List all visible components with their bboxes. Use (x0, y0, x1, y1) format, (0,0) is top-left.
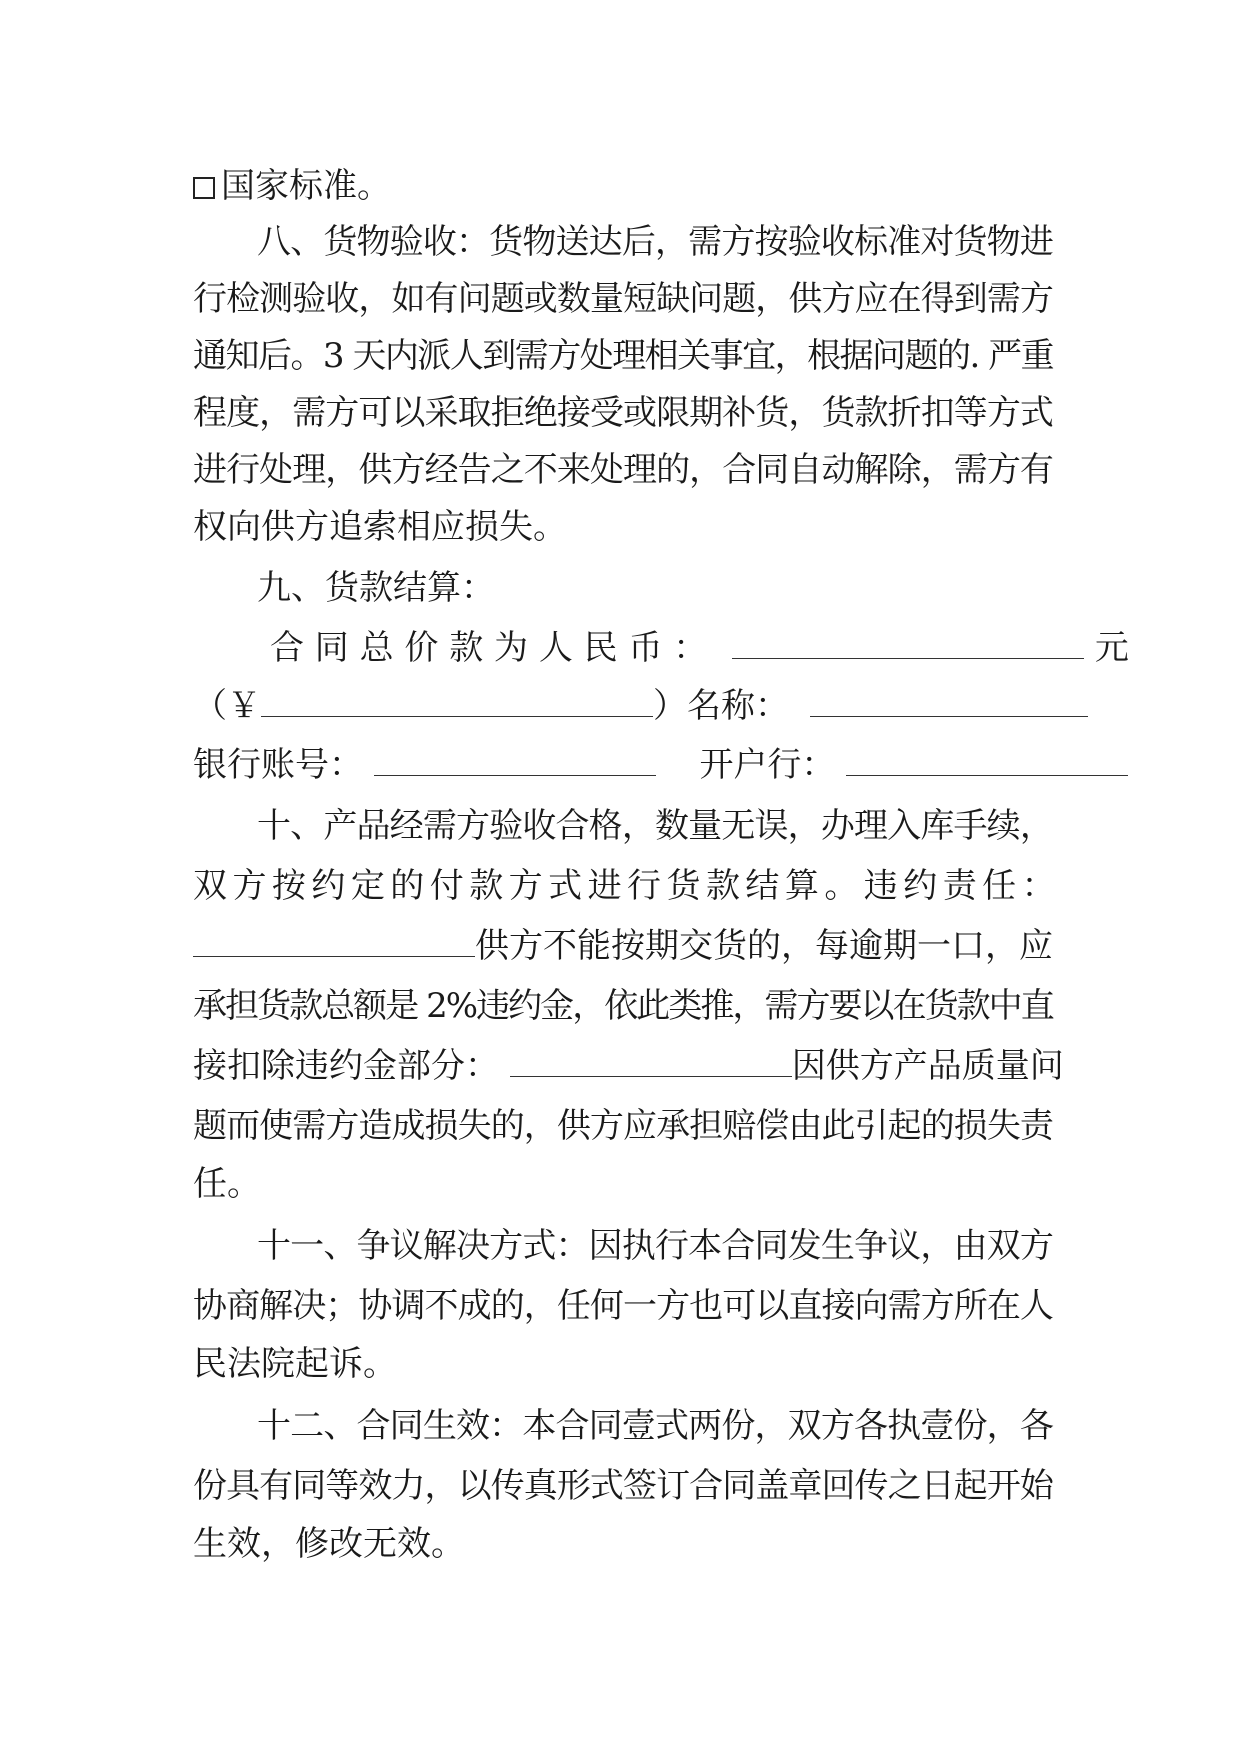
amount-name-row (193, 678, 1053, 734)
sec11-line-3: 民法院起诉。 (193, 1344, 397, 1384)
sec10-line-5-pre: 接扣除违约金部分： (193, 1046, 499, 1086)
sec11-line-1: 十一、争议解决方式：因执行本合同发生争议，由双方 (257, 1226, 1053, 1266)
sec9-heading: 九、货款结算： (257, 568, 495, 608)
standard-option-label: 国家标准。 (221, 166, 391, 206)
sec10-line-2: 双 方 按 约 定 的 付 款 方 式 进 行 货 款 结 算 。 违 约 责 任 ： (193, 866, 1053, 906)
sec12-line-2: 份具有同等效力，以传真形式签订合同盖章回传之日起开始 (193, 1466, 1053, 1506)
total-price-field[interactable] (732, 629, 1084, 659)
bank-account-label: 银行账号： (193, 745, 363, 785)
penalty-field[interactable] (193, 927, 475, 957)
amount-yen-field[interactable] (261, 687, 653, 717)
sec10-line-7: 任。 (193, 1164, 261, 1204)
sec10-line-4: 承担货款总额是 2%违约金，依此类推，需方要以在货款中直 (193, 986, 1053, 1026)
sec8-line-5: 进行处理，供方经告之不来处理的，合同自动解除，需方有 (193, 450, 1053, 490)
amount-paren-open: （￥ (193, 686, 261, 726)
sec10-line-1: 十、产品经需方验收合格，数量无误，办理入库手续， (257, 806, 1053, 846)
bank-name-label: 开户行： (699, 745, 836, 785)
name-label: ）名称： (653, 686, 789, 726)
sec8-line-3: 通知后。3 天内派人到需方处理相关事宜，根据问题的. 严重 (193, 336, 1054, 376)
standard-option (193, 158, 1053, 214)
deduction-field[interactable] (510, 1047, 792, 1077)
sec8-line-2: 行检测验收，如有问题或数量短缺问题，供方应在得到需方 (193, 279, 1053, 319)
sec10-line-5-post: 因供方产品质量问 (791, 1046, 1064, 1086)
sec10-line-3-text: 供方不能按期交货的，每逾期一口，应 (475, 926, 1053, 966)
sec11-line-2: 协商解决；协调不成的，任何一方也可以直接向需方所在人 (193, 1286, 1053, 1326)
name-field[interactable] (810, 687, 1088, 717)
total-price-unit: 元 (1094, 628, 1129, 668)
sec12-line-1: 十二、合同生效：本合同壹式两份，双方各执壹份，各 (257, 1406, 1053, 1446)
bank-account-field[interactable] (374, 746, 656, 776)
sec8-line-6: 权向供方追索相应损失。 (193, 507, 567, 547)
sec10-line-5 (193, 1038, 1064, 1094)
sec10-line-6: 题而使需方造成损失的，供方应承担赔偿由此引起的损失责 (193, 1106, 1053, 1146)
sec10-line-3 (193, 918, 1053, 974)
sec8-line-1: 八、货物验收：货物送达后，需方按验收标准对货物进 (257, 222, 1053, 262)
total-price-label: 合 同 总 价 款 为 人 民 币 ： (270, 628, 708, 668)
sec12-line-3: 生效，修改无效。 (193, 1524, 465, 1564)
total-price-row (270, 620, 1129, 676)
checkbox-icon[interactable] (193, 177, 215, 199)
bank-name-field[interactable] (846, 746, 1128, 776)
bank-row (193, 737, 1053, 793)
sec8-line-4: 程度，需方可以采取拒绝接受或限期补货，货款折扣等方式 (193, 393, 1053, 433)
